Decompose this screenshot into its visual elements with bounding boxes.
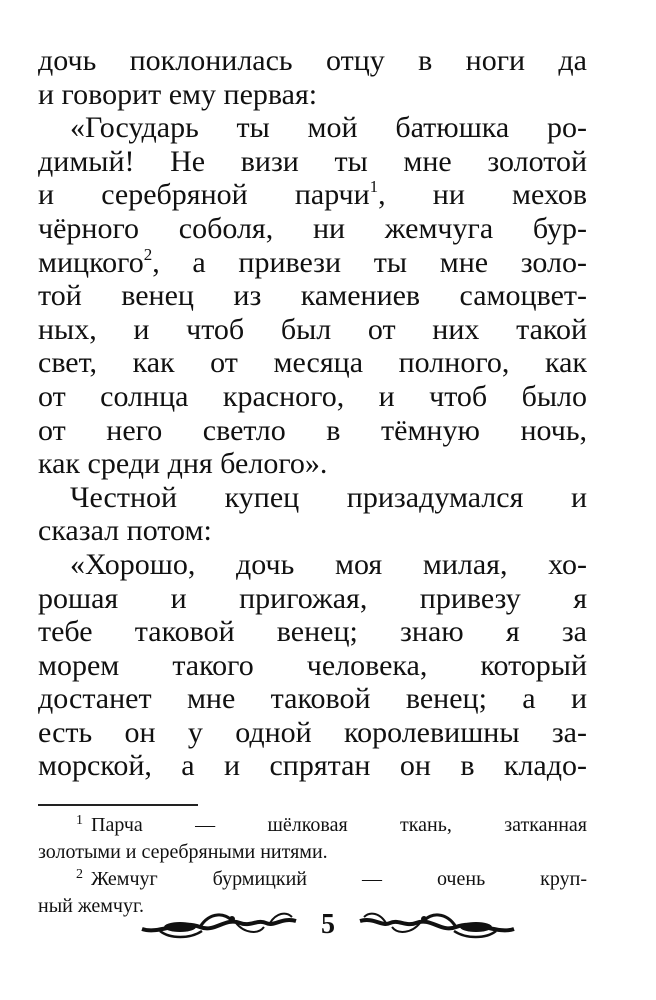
- text-line: [38, 548, 587, 582]
- text-line: [38, 44, 587, 78]
- text-line-continuation: , ни мехов: [378, 178, 587, 212]
- text-line-content: морской, а и спрятан он в кладо-: [38, 749, 587, 783]
- text-line-content: чёрного соболя, ни жемчуга бур-: [38, 211, 587, 245]
- text-line-content: «Государь ты мой батюшка ро-: [70, 111, 587, 145]
- text-line-content: достанет мне таковой венец; а и: [38, 682, 587, 716]
- text-line-content: мицкого: [38, 245, 144, 279]
- text-line: [38, 582, 587, 616]
- text-line-content: ных, и чтоб был от них такой: [38, 312, 587, 346]
- footnote-marker: 1: [76, 813, 83, 828]
- text-line: [38, 615, 587, 649]
- text-line-content: «Хорошо, дочь моя милая, хо-: [70, 547, 587, 581]
- footnote-line: [38, 812, 587, 839]
- text-line: [38, 279, 587, 313]
- text-line-content: свет, как от месяца полного, как: [38, 346, 587, 380]
- footnote-text: ный жемчуг.: [38, 895, 144, 917]
- text-line: [38, 145, 587, 179]
- text-line-content: дочь поклонилась отцу в ноги да: [38, 44, 587, 77]
- left-flourish-ornament: [140, 905, 300, 945]
- text-line: [38, 111, 587, 145]
- text-line: [38, 716, 587, 750]
- text-line: [38, 749, 587, 783]
- right-flourish-ornament: [356, 905, 516, 945]
- page-number: 5: [321, 909, 335, 940]
- text-line: [38, 481, 587, 515]
- text-line-content: есть он у одной королевишны за-: [38, 715, 587, 749]
- text-line: [38, 414, 587, 448]
- text-line: [38, 178, 587, 212]
- footnotes: [38, 804, 587, 920]
- footnote-text: Жемчуг бурмицкий — очень круп-: [91, 868, 587, 890]
- footnote-ref: 2: [143, 244, 153, 264]
- text-line-continuation: , а привези ты мне золо-: [152, 245, 587, 279]
- text-line-content: от солнца красного, и чтоб было: [38, 379, 587, 413]
- footnote-text: золотыми и серебряными нитями.: [38, 841, 328, 863]
- text-line-content: как среди дня белого».: [38, 447, 328, 481]
- text-line: [38, 313, 587, 347]
- text-line-content: Честной купец призадумался и: [70, 480, 587, 514]
- footnote-line: [38, 866, 587, 893]
- text-line-content: морем такого человека, который: [38, 648, 587, 682]
- text-line-content: и серебряной парчи: [38, 178, 370, 212]
- main-text: [38, 44, 587, 783]
- text-line: [38, 346, 587, 380]
- text-line-content: сказал потом:: [38, 514, 212, 548]
- text-line-content: от него светло в тёмную ночь,: [38, 413, 587, 447]
- footnote: [38, 812, 587, 866]
- footnote-marker: 2: [76, 867, 83, 882]
- text-line-content: димый! Не визи ты мне золотой: [38, 144, 587, 178]
- footnote-divider: [38, 804, 198, 806]
- text-line: [38, 682, 587, 716]
- text-line-content: рошая и пригожая, привезу я: [38, 581, 587, 615]
- text-line: [38, 649, 587, 683]
- footnote-line: [38, 839, 587, 866]
- text-line: [38, 380, 587, 414]
- text-line: [38, 514, 587, 548]
- text-line-content: той венец из камениев самоцвет-: [38, 279, 587, 313]
- footnote-ref: 1: [369, 177, 379, 197]
- footnote-text: Парча — шёлковая ткань, затканная: [91, 814, 587, 836]
- text-line: [38, 212, 587, 246]
- text-line: [38, 447, 587, 481]
- text-line-content: и говорит ему первая:: [38, 77, 318, 111]
- page-footer: [140, 905, 516, 945]
- text-line: [38, 246, 587, 280]
- text-line-content: тебе таковой венец; знаю я за: [38, 615, 587, 649]
- text-line: [38, 78, 587, 112]
